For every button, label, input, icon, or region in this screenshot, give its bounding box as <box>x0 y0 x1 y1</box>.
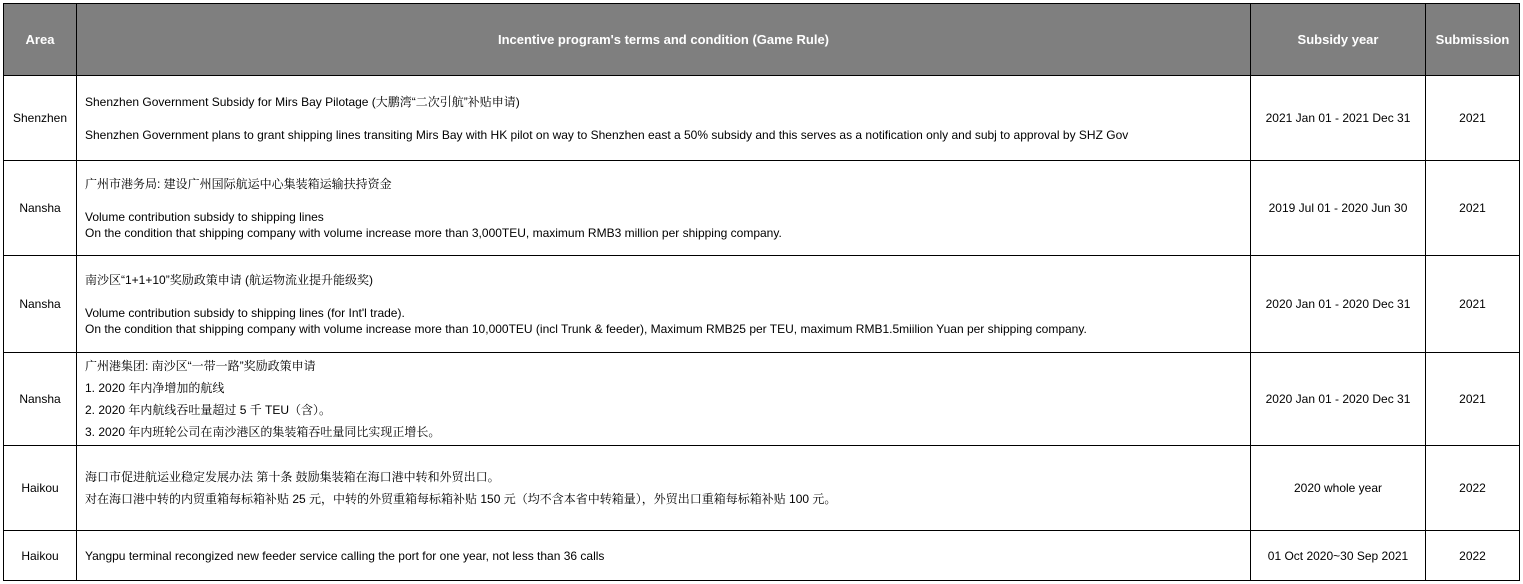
terms-title: 海口市促进航运业稳定发展办法 第十条 鼓励集装箱在海口港中转和外贸出口。 <box>85 470 500 484</box>
terms-title: 广州市港务局: 建设广州国际航运中心集装箱运输扶持资金 <box>85 176 392 191</box>
terms-line: 2. 2020 年内航线吞吐量超过 5 千 TEU（含）。 <box>85 403 332 417</box>
terms-title: 广州港集团: 南沙区“一带一路”奖励政策申请 <box>85 359 316 373</box>
header-terms: Incentive program's terms and condition (Game Rule) <box>77 4 1251 76</box>
table-row <box>4 446 1520 531</box>
area-cell: Haikou <box>4 446 77 531</box>
subsidy-year-cell: 2020 whole year <box>1251 446 1426 531</box>
terms-title: Yangpu terminal recongized new feeder service calling the port for one year, not less than 36 calls <box>85 548 605 563</box>
area-cell: Nansha <box>4 161 77 256</box>
terms-cell <box>77 256 1251 353</box>
header-area: Area <box>4 4 77 76</box>
subsidy-year-cell: 2021 Jan 01 - 2021 Dec 31 <box>1251 76 1426 161</box>
terms-line: 1. 2020 年内净增加的航线 <box>85 381 225 395</box>
submission-cell: 2021 <box>1426 76 1520 161</box>
terms-line: On the condition that shipping company with volume increase more than 3,000TEU, maximum RMB3 million per shipping company. <box>85 225 782 240</box>
terms-cell <box>77 531 1251 581</box>
area-cell: Nansha <box>4 353 77 446</box>
terms-line: Volume contribution subsidy to shipping lines <box>85 209 324 224</box>
header-row <box>4 4 1520 76</box>
terms-title: Shenzhen Government Subsidy for Mirs Bay Pilotage (大鹏湾“二次引航”补贴申请) <box>85 94 520 109</box>
submission-cell: 2021 <box>1426 353 1520 446</box>
subsidy-year-cell: 2020 Jan 01 - 2020 Dec 31 <box>1251 353 1426 446</box>
terms-line: Volume contribution subsidy to shipping lines (for Int'l trade). <box>85 305 405 320</box>
area-cell: Nansha <box>4 256 77 353</box>
terms-line: 3. 2020 年内班轮公司在南沙港区的集装箱吞吐量同比实现正增长。 <box>85 425 441 439</box>
subsidy-year-cell: 01 Oct 2020~30 Sep 2021 <box>1251 531 1426 581</box>
table-row <box>4 256 1520 353</box>
terms-title: 南沙区“1+1+10”奖励政策申请 (航运物流业提升能级奖) <box>85 272 374 287</box>
terms-cell <box>77 161 1251 256</box>
table-row <box>4 76 1520 161</box>
table-row <box>4 353 1520 446</box>
area-cell: Haikou <box>4 531 77 581</box>
header-submission: Submission <box>1426 4 1520 76</box>
submission-cell: 2021 <box>1426 161 1520 256</box>
terms-cell <box>77 76 1251 161</box>
header-year: Subsidy year <box>1251 4 1426 76</box>
submission-cell: 2022 <box>1426 531 1520 581</box>
table-row <box>4 531 1520 581</box>
incentive-table <box>3 3 1520 581</box>
terms-line: On the condition that shipping company with volume increase more than 10,000TEU (incl Trunk & feeder), Maximum RMB25 per TEU, maximum RMB1.5miilion Yuan per shipping company. <box>85 321 1087 336</box>
terms-line: Shenzhen Government plans to grant shipping lines transiting Mirs Bay with HK pilot on way to Shenzhen east a 50% subsidy and this serves as a notification only and subj to approval by SHZ Gov <box>85 127 1129 142</box>
submission-cell: 2021 <box>1426 256 1520 353</box>
terms-cell <box>77 353 1251 446</box>
terms-cell <box>77 446 1251 531</box>
area-cell: Shenzhen <box>4 76 77 161</box>
submission-cell: 2022 <box>1426 446 1520 531</box>
subsidy-year-cell: 2019 Jul 01 - 2020 Jun 30 <box>1251 161 1426 256</box>
subsidy-year-cell: 2020 Jan 01 - 2020 Dec 31 <box>1251 256 1426 353</box>
terms-line: 对在海口港中转的内贸重箱每标箱补贴 25 元，中转的外贸重箱每标箱补贴 150 元（均不含本省中转箱量），外贸出口重箱每标箱补贴 100 元。 <box>85 492 837 506</box>
table-row <box>4 161 1520 256</box>
